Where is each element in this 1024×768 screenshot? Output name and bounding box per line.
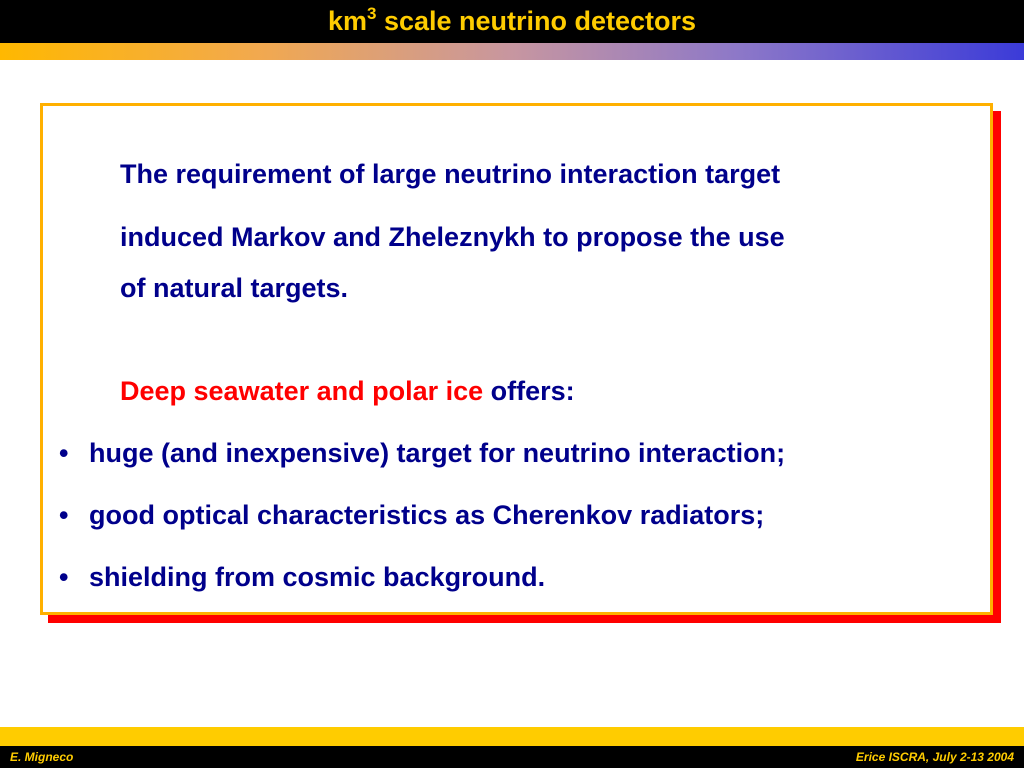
- bullet-item-2: [59, 500, 764, 531]
- footer-yellow-bar: [0, 727, 1024, 746]
- bullet-marker: •: [59, 500, 69, 530]
- title-bar: [0, 0, 1024, 43]
- intro-line-3: of natural targets.: [120, 273, 349, 303]
- bullet-marker: •: [59, 562, 69, 592]
- slide-title: [328, 0, 696, 43]
- offers-text: offers:: [483, 376, 575, 406]
- offers-line: [120, 376, 575, 407]
- bullet-text: shielding from cosmic background.: [89, 562, 546, 592]
- title-superscript: 3: [366, 4, 377, 23]
- bullet-text: huge (and inexpensive) target for neutrino interaction;: [89, 438, 786, 468]
- intro-line-1: The requirement of large neutrino interaction target: [120, 159, 781, 189]
- content-box: [40, 103, 993, 615]
- header-gradient-bar: [0, 43, 1024, 60]
- footer-author: E. Migneco: [10, 750, 74, 764]
- title-prefix: km: [327, 6, 367, 36]
- intro-line-2: induced Markov and Zheleznykh to propose the use: [120, 222, 785, 252]
- title-suffix: scale neutrino detectors: [376, 6, 697, 36]
- highlight-text: Deep seawater and polar ice: [120, 376, 484, 406]
- bullet-marker: •: [59, 438, 69, 468]
- bullet-text: good optical characteristics as Cherenkov radiators;: [89, 500, 765, 530]
- bullet-item-1: [59, 438, 785, 469]
- footer-bar: [0, 746, 1024, 768]
- footer-event: Erice ISCRA, July 2-13 2004: [855, 750, 1014, 764]
- bullet-item-3: [59, 562, 545, 593]
